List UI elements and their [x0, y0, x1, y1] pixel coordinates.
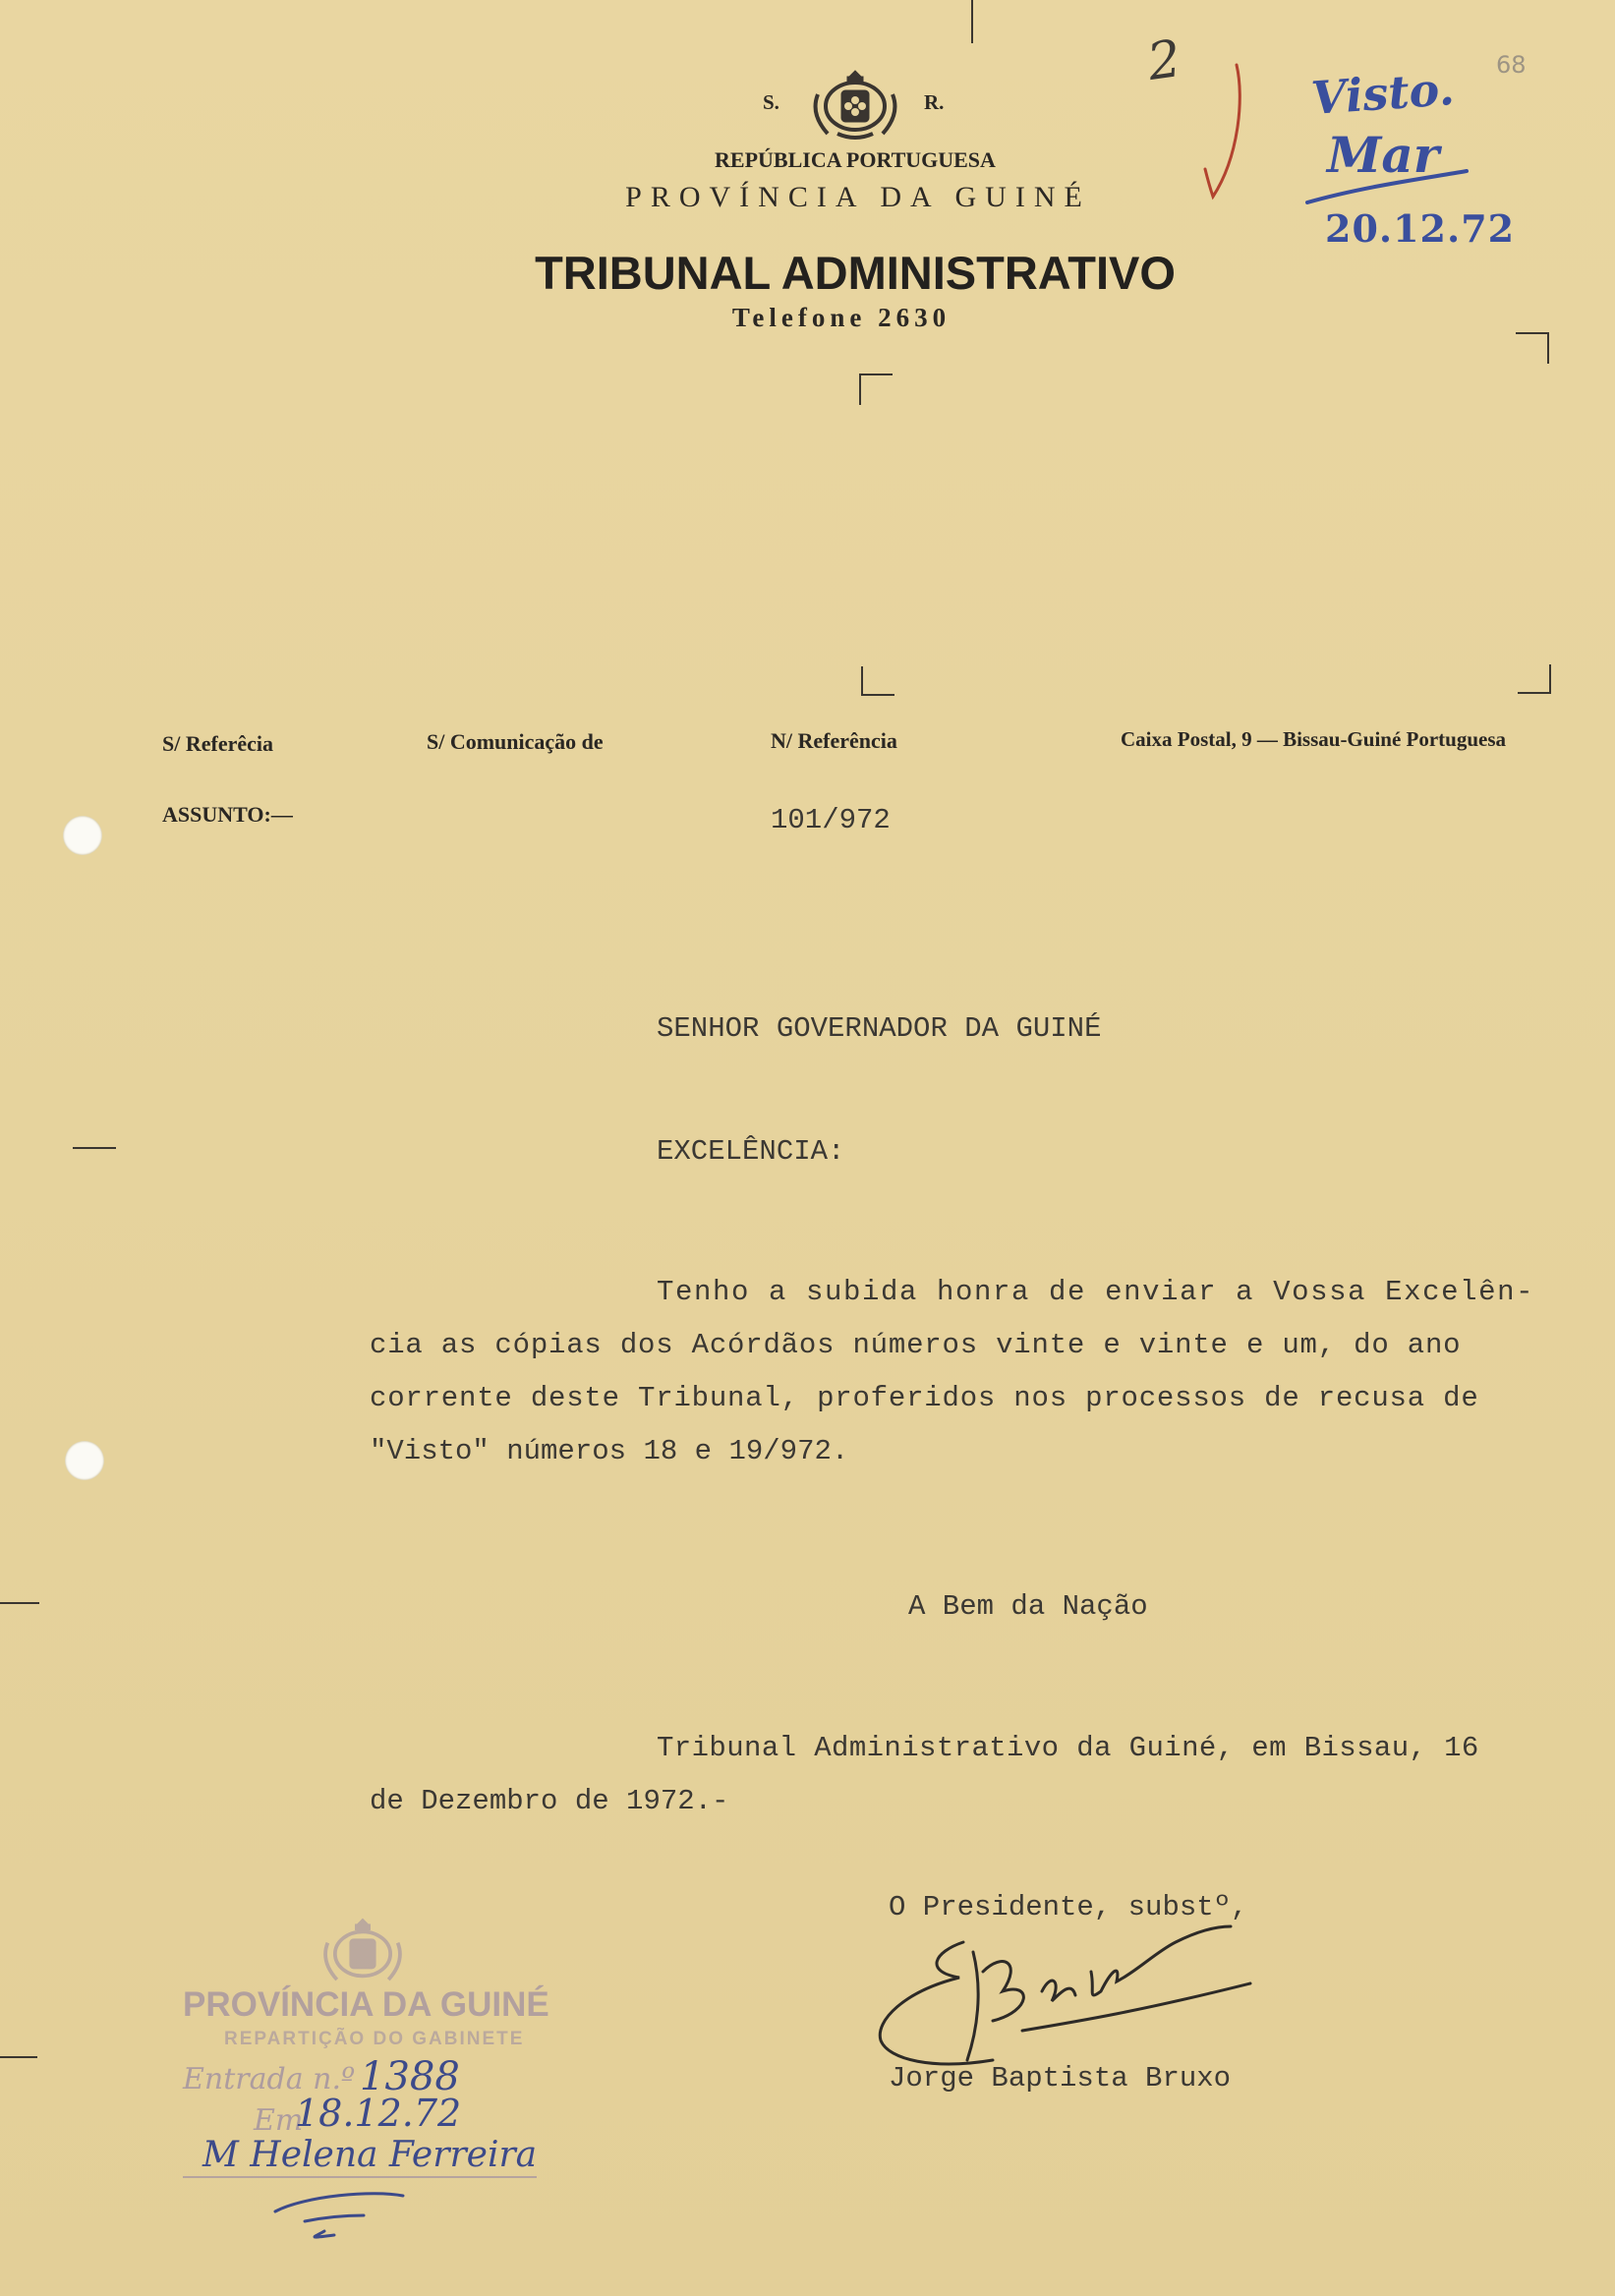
punch-hole-upper	[63, 816, 102, 855]
handwritten-number: 2	[1143, 29, 1185, 93]
stamp-province: PROVÍNCIA DA GUINÉ	[183, 1985, 549, 2024]
body-line-3: corrente deste Tribunal, proferidos nos processos de recusa de	[370, 1382, 1479, 1414]
s-referencia-label: S/ Referêcia	[162, 731, 273, 756]
body-line-1: Tenho a subida honra de enviar a Vossa Excelên-	[657, 1276, 1535, 1308]
stamp-clerk-signature: M Helena Ferreira	[202, 2135, 538, 2175]
punch-hole-lower	[65, 1441, 104, 1480]
stamp-entrada-label: Entrada n.º	[183, 2062, 356, 2096]
s-comunicacao-label: S/ Comunicação de	[427, 729, 604, 754]
visto-initials: Mar	[1327, 126, 1440, 184]
stamp-underline	[183, 2176, 537, 2178]
stamp-department: REPARTIÇÃO DO GABINETE	[224, 2029, 525, 2049]
phone-line: Telefone 2630	[731, 303, 952, 332]
address-window-corner-tr	[1516, 332, 1549, 364]
seal-right-letter: R.	[924, 90, 945, 114]
fold-mark	[971, 0, 973, 43]
stamp-coat-of-arms-icon	[318, 1915, 407, 1989]
date-line-1: Tribunal Administrativo da Guiné, em Bissau, 16	[657, 1732, 1479, 1764]
stamp-em-date: 18.12.72	[295, 2092, 462, 2135]
date-line-2: de Dezembro de 1972.-	[370, 1785, 729, 1817]
handwritten-signature	[865, 1913, 1278, 2080]
visto-annotation: Visto.	[1309, 61, 1457, 126]
address-window-corner-tl	[859, 373, 893, 405]
assunto-label: ASSUNTO:—	[162, 802, 293, 827]
margin-mark	[0, 2056, 37, 2058]
red-check-mark-icon	[1197, 59, 1256, 206]
stamp-entrada-number: 1388	[360, 2054, 460, 2099]
closing: A Bem da Nação	[908, 1590, 1148, 1623]
body-line-4: "Visto" números 18 e 19/972.	[370, 1435, 849, 1467]
body-line-2: cia as cópias dos Acórdãos números vinte e vinte e um, do ano	[370, 1329, 1462, 1361]
stamp-em-label: Em	[254, 2103, 304, 2138]
margin-mark	[73, 1147, 116, 1149]
address-window-corner-bl	[861, 666, 894, 696]
n-referencia-label: N/ Referência	[771, 728, 897, 753]
visto-date: 20.12.72	[1325, 206, 1516, 251]
caixa-postal-label: Caixa Postal, 9 — Bissau-Guiné Portuguesa	[1121, 727, 1507, 751]
signatory-title: O Presidente, substº,	[889, 1891, 1248, 1923]
reference-number: 101/972	[771, 804, 891, 836]
margin-mark	[0, 1602, 39, 1604]
salutation: EXCELÊNCIA:	[657, 1135, 845, 1168]
page-number-annotation: 68	[1496, 51, 1527, 79]
seal-left-letter: S.	[763, 90, 779, 114]
coat-of-arms-icon	[808, 65, 902, 144]
address-window-corner-br	[1518, 664, 1551, 694]
institution-heading: TRIBUNAL ADMINISTRATIVO	[535, 247, 1176, 299]
province-heading: PROVÍNCIA DA GUINÉ	[625, 181, 1091, 213]
signatory-name: Jorge Baptista Bruxo	[889, 2062, 1232, 2095]
republic-heading: REPÚBLICA PORTUGUESA	[715, 147, 996, 172]
visto-underline	[1303, 169, 1471, 208]
addressee: SENHOR GOVERNADOR DA GUINÉ	[657, 1012, 1102, 1045]
stamp-flourish	[265, 2182, 413, 2241]
